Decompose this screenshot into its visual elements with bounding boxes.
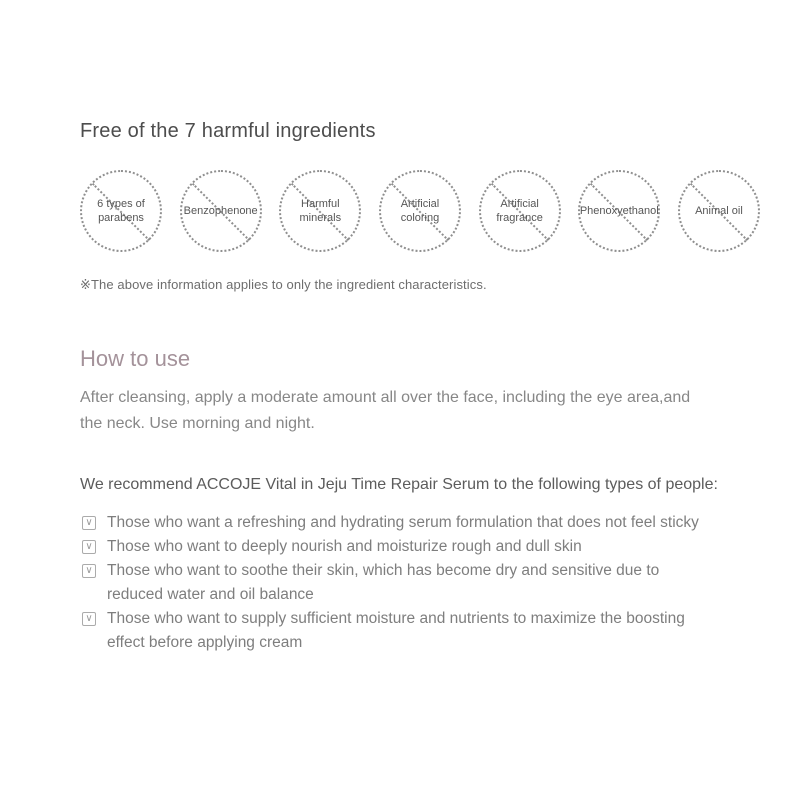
how-to-use-heading: How to use (80, 346, 191, 371)
checkbox-check-glyph: ∨ (85, 517, 93, 528)
no-ingredient-circle-phenoxyethanol (578, 170, 660, 252)
checkbox-icon (82, 564, 96, 578)
no-ingredient-circle-artificial-coloring (379, 170, 461, 252)
ingredient-circles-row (80, 170, 760, 252)
list-item (80, 607, 762, 655)
how-to-use-text (80, 385, 762, 437)
checkbox-check-glyph: ∨ (85, 565, 93, 576)
recommend-list (80, 511, 762, 655)
list-item-line: Those who want to soothe their skin, which has become dry and sensitive due to (107, 562, 660, 579)
circle-label: Animal oil (695, 204, 743, 217)
content-area (80, 120, 762, 655)
checkbox-icon (82, 612, 96, 626)
circle-label: Artificial coloring (400, 197, 440, 224)
circle-label: Artificial fragrance (496, 197, 543, 224)
list-item-line: effect before applying cream (107, 634, 303, 651)
no-ingredient-circle-harmful-minerals (279, 170, 361, 252)
list-item-text (107, 607, 685, 655)
checkbox-icon (82, 516, 96, 530)
how-to-use-line: After cleansing, apply a moderate amount all over the face, including the eye area,and (80, 389, 691, 406)
no-ingredient-circle-artificial-fragrance (479, 170, 561, 252)
list-item-text (107, 559, 659, 607)
list-item (80, 511, 762, 535)
list-item-text (107, 511, 699, 535)
list-item (80, 559, 762, 607)
free-of-heading: Free of the 7 harmful ingredients (80, 120, 376, 142)
circle-label: Phenoxyethanol (579, 204, 659, 217)
circle-label: Benzophenone (183, 204, 258, 217)
ingredient-note: ※The above information applies to only the ingredient characteristics. (80, 277, 487, 292)
circle-label: 6 types of parabens (97, 197, 145, 224)
list-item-line: Those who want to deeply nourish and moisturize rough and dull skin (107, 538, 582, 555)
list-item (80, 535, 762, 559)
recommend-heading: We recommend ACCOJE Vital in Jeju Time Repair Serum to the following types of people: (80, 476, 718, 493)
no-ingredient-circle-parabens (80, 170, 162, 252)
checkbox-check-glyph: ∨ (85, 541, 93, 552)
no-ingredient-circle-animal-oil (678, 170, 760, 252)
checkbox-icon (82, 540, 96, 554)
list-item-text (107, 535, 582, 559)
list-item-line: reduced water and oil balance (107, 586, 314, 603)
list-item-line: Those who want a refreshing and hydrating serum formulation that does not feel sticky (107, 514, 699, 531)
circle-label: Harmful minerals (299, 197, 342, 224)
list-item-line: Those who want to supply sufficient moisture and nutrients to maximize the boosting (107, 610, 685, 627)
how-to-use-line: the neck. Use morning and night. (80, 415, 315, 432)
checkbox-check-glyph: ∨ (85, 613, 93, 624)
no-ingredient-circle-benzophenone (180, 170, 262, 252)
